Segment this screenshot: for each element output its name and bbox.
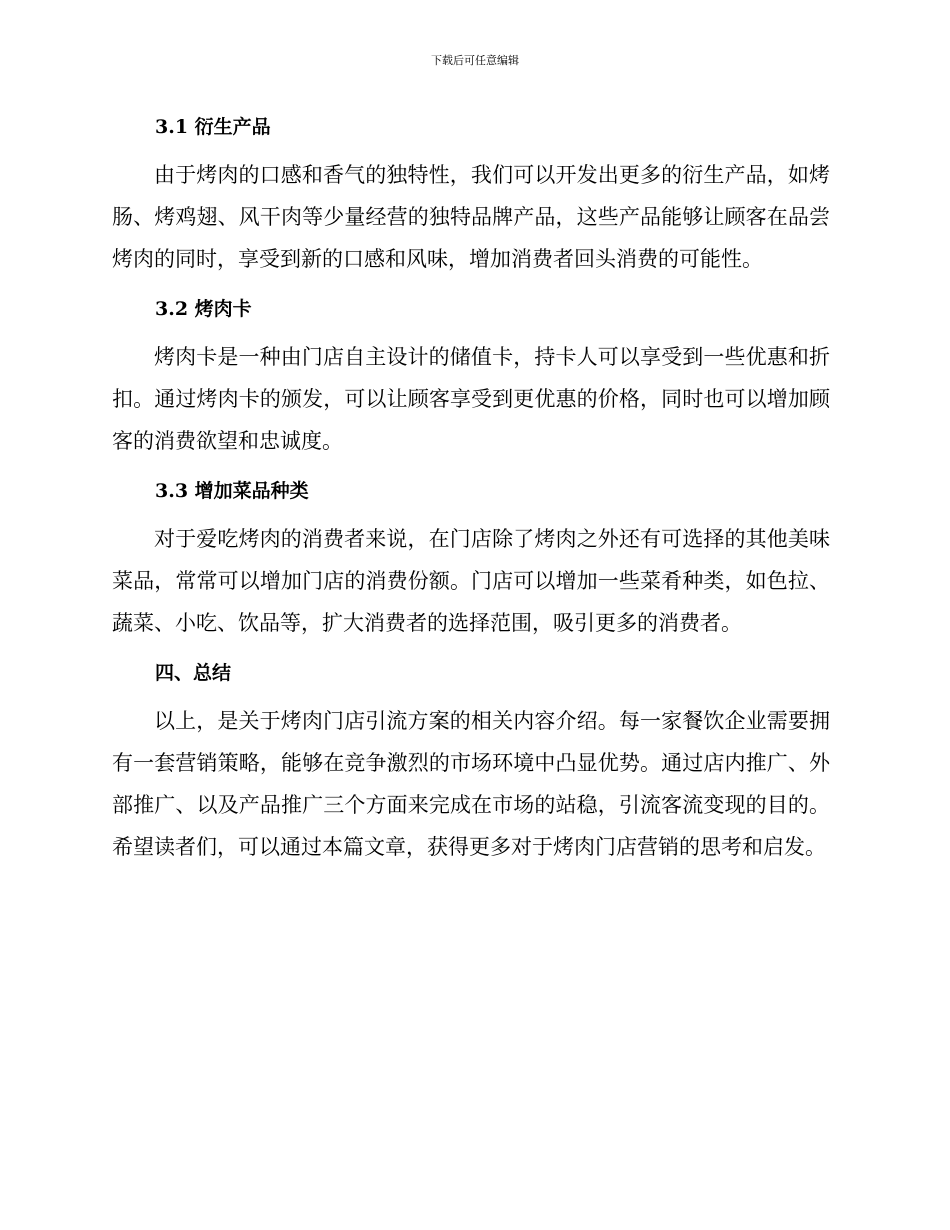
section-heading-3-1: 3.1 衍生产品 <box>155 116 271 138</box>
page-header: 下载后可任意编辑 <box>431 54 519 67</box>
document-body <box>112 112 830 868</box>
section-paragraph-summary: 以上，是关于烤肉门店引流方案的相关内容介绍。每一家餐饮企业需要拥有一套营销策略，能够在竞争激烈的市场环境中凸显优势。通过店内推广、外部推广、以及产品推广三个方面来完成在市场的站稳，引流客流变现的目的。希望读者们，可以通过本篇文章，获得更多对于烤肉门店营销的思考和启发。 <box>112 709 830 859</box>
section-paragraph-3-2: 烤肉卡是一种由门店自主设计的储值卡，持卡人可以享受到一些优惠和折扣。通过烤肉卡的颁发，可以让顾客享受到更优惠的价格，同时也可以增加顾客的消费欲望和忠诚度。 <box>112 345 830 453</box>
section-heading-3-2: 3.2 烤肉卡 <box>155 298 252 320</box>
section-paragraph-3-3: 对于爱吃烤肉的消费者来说，在门店除了烤肉之外还有可选择的其他美味菜品，常常可以增加门店的消费份额。门店可以增加一些菜肴种类，如色拉、蔬菜、小吃、饮品等，扩大消费者的选择范围，吸引更多的消费者。 <box>112 527 830 635</box>
section-heading-3-3: 3.3 增加菜品种类 <box>155 480 309 502</box>
section-paragraph-3-1: 由于烤肉的口感和香气的独特性，我们可以开发出更多的衍生产品，如烤肠、烤鸡翅、风干肉等少量经营的独特品牌产品，这些产品能够让顾客在品尝烤肉的同时，享受到新的口感和风味，增加消费者回头消费的可能性。 <box>112 163 830 271</box>
section-heading-summary: 四、总结 <box>155 662 232 684</box>
